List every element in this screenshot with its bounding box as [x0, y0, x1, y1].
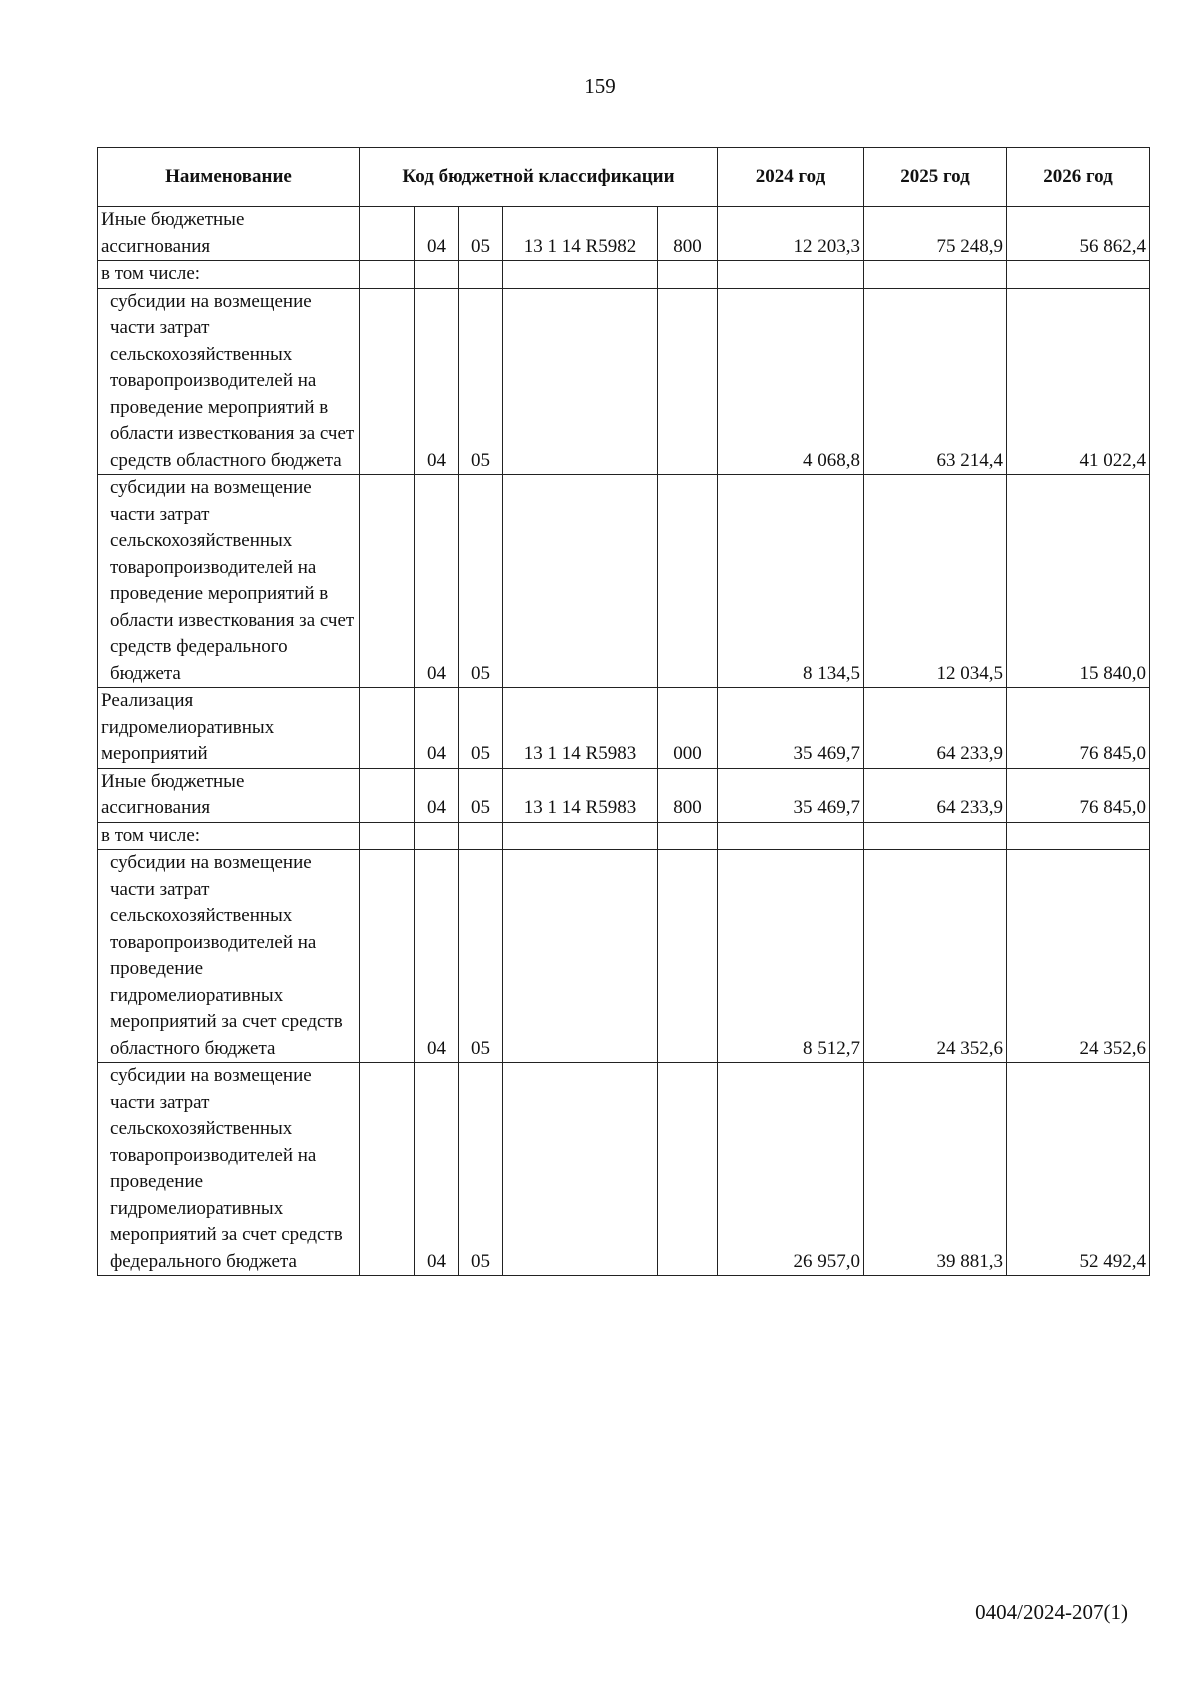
code-section: 04: [415, 475, 459, 688]
code-expense-type: 800: [658, 207, 718, 261]
value-2026: [1007, 261, 1150, 289]
code-expense-type: [658, 288, 718, 475]
code-part-1: [360, 475, 415, 688]
code-part-1: [360, 768, 415, 822]
table-row: [98, 475, 1150, 688]
table-row: [98, 261, 1150, 289]
code-subsection: 05: [459, 768, 503, 822]
code-section: 04: [415, 207, 459, 261]
code-part-1: [360, 822, 415, 850]
code-target-article: [503, 1063, 658, 1276]
code-subsection: 05: [459, 688, 503, 769]
code-expense-type: [658, 850, 718, 1063]
value-2025: 39 881,3: [864, 1063, 1007, 1276]
value-2025: [864, 822, 1007, 850]
row-name: Иные бюджетные ассигнования: [98, 768, 360, 822]
code-section: [415, 822, 459, 850]
value-2024: 35 469,7: [718, 768, 864, 822]
value-2026: 52 492,4: [1007, 1063, 1150, 1276]
header-2026: 2026 год: [1007, 148, 1150, 207]
code-target-article: [503, 850, 658, 1063]
code-section: 04: [415, 768, 459, 822]
value-2025: 64 233,9: [864, 688, 1007, 769]
value-2026: 24 352,6: [1007, 850, 1150, 1063]
table-row: [98, 288, 1150, 475]
value-2024: [718, 822, 864, 850]
header-2025: 2025 год: [864, 148, 1007, 207]
value-2024: 4 068,8: [718, 288, 864, 475]
document-code: 0404/2024-207(1): [975, 1600, 1128, 1624]
header-code: Код бюджетной классификации: [360, 148, 718, 207]
code-target-article: 13 1 14 R5983: [503, 768, 658, 822]
row-name: Реализация гидромелиоративных мероприятий: [98, 688, 360, 769]
code-subsection: 05: [459, 850, 503, 1063]
code-subsection: [459, 822, 503, 850]
code-subsection: 05: [459, 475, 503, 688]
code-expense-type: [658, 261, 718, 289]
value-2024: 12 203,3: [718, 207, 864, 261]
code-target-article: 13 1 14 R5983: [503, 688, 658, 769]
value-2024: 8 512,7: [718, 850, 864, 1063]
row-name: субсидии на возмещение части затрат сельскохозяйственных товаропроизводителей на проведение гидромелиоративных мероприятий за счет средств областного бюджета: [98, 850, 360, 1063]
table-row: [98, 1063, 1150, 1276]
value-2025: 12 034,5: [864, 475, 1007, 688]
code-target-article: [503, 475, 658, 688]
value-2024: 26 957,0: [718, 1063, 864, 1276]
code-section: [415, 261, 459, 289]
code-expense-type: 800: [658, 768, 718, 822]
value-2026: 76 845,0: [1007, 688, 1150, 769]
value-2026: 15 840,0: [1007, 475, 1150, 688]
row-name: субсидии на возмещение части затрат сельскохозяйственных товаропроизводителей на проведение мероприятий в области известкования за счет средств федерального бюджета: [98, 475, 360, 688]
table-row: [98, 207, 1150, 261]
value-2024: [718, 261, 864, 289]
row-name: в том числе:: [98, 822, 360, 850]
code-part-1: [360, 288, 415, 475]
value-2025: 64 233,9: [864, 768, 1007, 822]
value-2025: 63 214,4: [864, 288, 1007, 475]
table-row: [98, 688, 1150, 769]
value-2024: 8 134,5: [718, 475, 864, 688]
code-subsection: 05: [459, 1063, 503, 1276]
code-part-1: [360, 850, 415, 1063]
code-target-article: [503, 822, 658, 850]
value-2026: 76 845,0: [1007, 768, 1150, 822]
row-name: субсидии на возмещение части затрат сельскохозяйственных товаропроизводителей на проведение гидромелиоративных мероприятий за счет средств федерального бюджета: [98, 1063, 360, 1276]
table-row: [98, 768, 1150, 822]
code-subsection: 05: [459, 288, 503, 475]
value-2025: [864, 261, 1007, 289]
value-2024: 35 469,7: [718, 688, 864, 769]
code-part-1: [360, 207, 415, 261]
code-section: 04: [415, 688, 459, 769]
code-target-article: 13 1 14 R5982: [503, 207, 658, 261]
value-2026: 56 862,4: [1007, 207, 1150, 261]
budget-table: [97, 147, 1150, 1276]
code-section: 04: [415, 1063, 459, 1276]
value-2026: [1007, 822, 1150, 850]
value-2025: 24 352,6: [864, 850, 1007, 1063]
table-row: [98, 850, 1150, 1063]
code-target-article: [503, 261, 658, 289]
value-2025: 75 248,9: [864, 207, 1007, 261]
code-subsection: [459, 261, 503, 289]
code-target-article: [503, 288, 658, 475]
table-header-row: [98, 148, 1150, 207]
code-section: 04: [415, 288, 459, 475]
value-2026: 41 022,4: [1007, 288, 1150, 475]
code-subsection: 05: [459, 207, 503, 261]
code-expense-type: [658, 1063, 718, 1276]
code-section: 04: [415, 850, 459, 1063]
code-part-1: [360, 261, 415, 289]
table-row: [98, 822, 1150, 850]
code-expense-type: [658, 475, 718, 688]
code-part-1: [360, 688, 415, 769]
code-part-1: [360, 1063, 415, 1276]
row-name: субсидии на возмещение части затрат сельскохозяйственных товаропроизводителей на проведение мероприятий в области известкования за счет средств областного бюджета: [98, 288, 360, 475]
code-expense-type: [658, 822, 718, 850]
page-number: 159: [584, 74, 616, 98]
row-name: Иные бюджетные ассигнования: [98, 207, 360, 261]
header-2024: 2024 год: [718, 148, 864, 207]
header-name: Наименование: [98, 148, 360, 207]
code-expense-type: 000: [658, 688, 718, 769]
row-name: в том числе:: [98, 261, 360, 289]
